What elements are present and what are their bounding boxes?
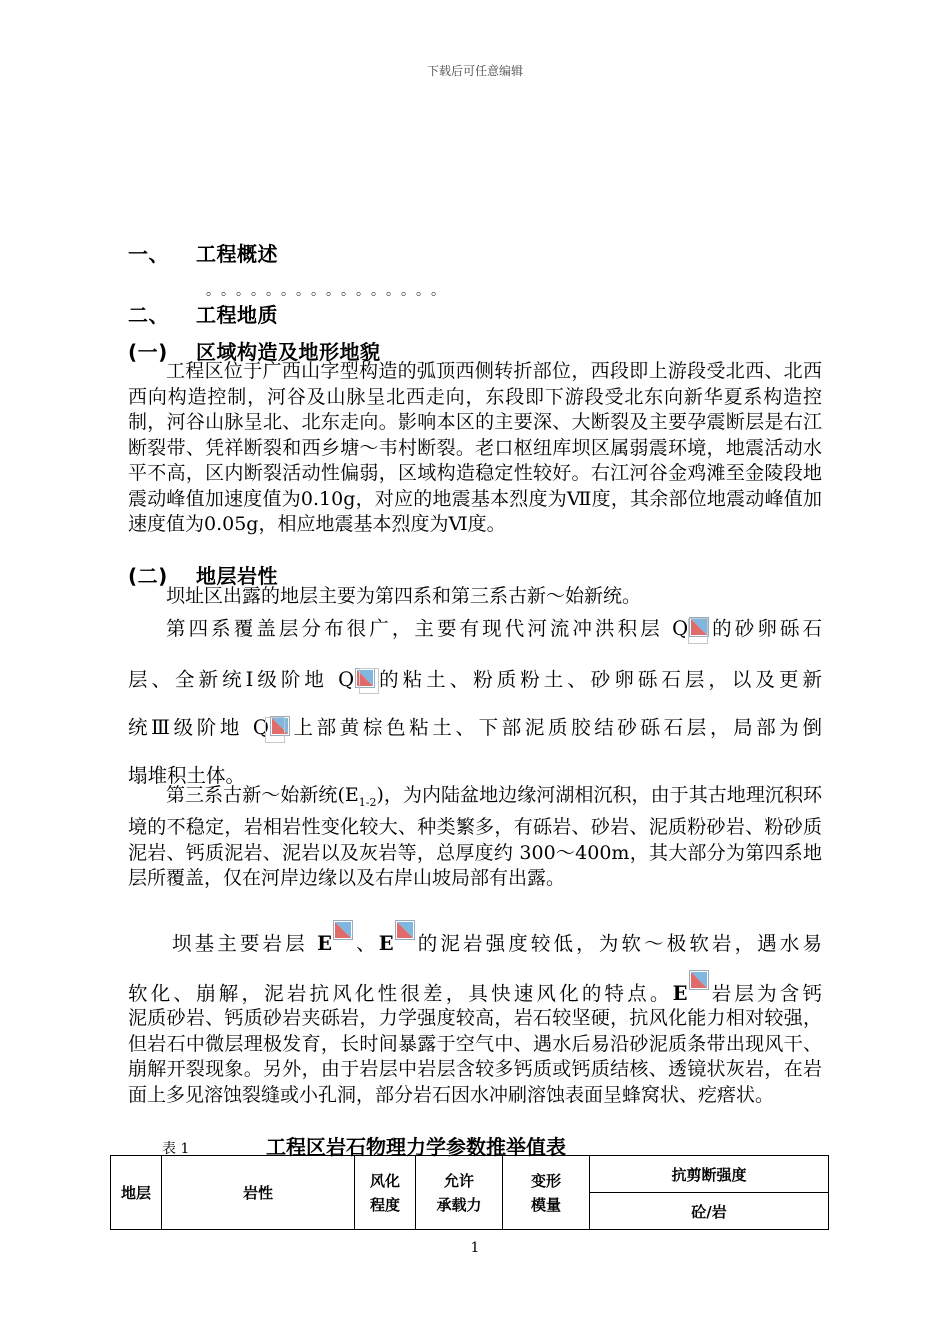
subsection-number: (一)	[128, 340, 168, 364]
text-run: 岩层为含钙	[708, 982, 822, 1005]
formula-image-frame	[688, 618, 708, 644]
header-deformation-modulus	[503, 1156, 590, 1230]
paragraph-foundation-rest: 泥质砂岩、钙质砂岩夹砾岩，力学强度较高，岩石较坚硬，抗风化能力相对较强，但岩石中微层理极发育，长时间暴露于空气中、遇水后易沿砂泥质条带出现风干、崩解开裂现象。另外，由于岩层中岩层含较多钙质或钙质结核、透镜状灰岩，在岩面上多见溶蚀裂缝或小孔洞，部分岩石因水冲刷溶蚀表面呈蜂窝状、疙瘩状。	[128, 1007, 822, 1106]
text-run: )，为内陆盆地边缘河湖相沉积，由于其古地理沉积环境的不稳定，岩相岩性变化较大、种类繁多，有砾岩、砂岩、泥质粉砂岩、粉砂质泥岩、钙质泥岩、泥岩以及灰岩等，总厚度约 300～400m，其大部分为第四系地层所覆盖，仅在河岸边缘以及右岸山坡局部有出露。	[128, 784, 822, 890]
text-run: 第三系古新～始新统(E	[166, 784, 359, 806]
text-run: 、	[353, 932, 379, 955]
header-shear-strength: 抗剪断强度	[590, 1156, 829, 1193]
header-concrete-rock: 砼/岩	[590, 1193, 829, 1230]
formula-image-frame	[359, 668, 379, 694]
text-run: 第四系覆盖层分布很广，主要有现代河流冲洪积层 Q	[166, 617, 689, 640]
subscript: 1-2	[358, 795, 377, 809]
paragraph-regional-structure: 工程区位于广西山字型构造的弧顶西侧转折部位，西段即上游段受北西、北西西向构造控制，河谷及山脉呈北西走向，东段即下游段受北东向新华夏系构造控制，河谷山脉呈北、北东走向。影响本区的主要深、大断裂及主要孕震断层是右江断裂带、凭祥断裂和西乡塘～韦村断裂。老口枢纽库坝区属弱震环境，地震活动水平不高，区内断裂活动性偏弱，区域构造稳定性较好。右江河谷金鸡滩至金陵段地震动峰值加速度值为0.10g，对应的地震基本烈度为Ⅶ度，其余部位地震动峰值加速度值为0.05g，相应地震基本烈度为Ⅵ度。	[128, 360, 822, 535]
quaternary-line-3	[128, 712, 822, 740]
table-label: 表 1	[162, 1141, 190, 1157]
header-weathering	[355, 1156, 416, 1230]
header-line: 模量	[530, 1195, 561, 1214]
formula-image-frame	[265, 717, 285, 743]
subsection-number: (二)	[128, 564, 168, 588]
page-header: 下载后可任意编辑	[426, 64, 523, 78]
header-lithology: 岩性	[162, 1156, 355, 1230]
text-run: 统Ⅲ级阶地 Q	[128, 716, 269, 739]
symbol-e: E	[378, 932, 394, 955]
text-run: 坝基主要岩层	[172, 932, 318, 955]
rock-parameters-table	[110, 1155, 829, 1230]
header-line: 承载力	[436, 1195, 482, 1214]
section-title: 工程地质	[196, 303, 278, 327]
header-bearing-capacity	[416, 1156, 503, 1230]
text-run: 塌堆积土体。	[128, 764, 246, 787]
section-title: 工程概述	[196, 242, 278, 266]
text-run: 层、全新统Ⅰ级阶地 Q	[128, 668, 355, 691]
section-number: 一、	[128, 242, 169, 266]
header-line: 允许	[443, 1171, 474, 1190]
broken-image-icon	[333, 920, 353, 940]
text-run: 的粘土、粉质粉土、砂卵砾石层，以及更新	[375, 668, 822, 691]
header-line: 程度	[369, 1195, 400, 1214]
table-title: 工程区岩石物理力学参数推举值表	[266, 1135, 566, 1159]
placeholder-dots: 。。。。。。。。。。。。。。。。	[206, 283, 453, 299]
paragraph-tertiary	[128, 783, 822, 892]
foundation-line-1	[172, 920, 822, 956]
quaternary-line-1	[166, 613, 822, 641]
subsection-title: 地层岩性	[196, 564, 278, 588]
page-number: 1	[470, 1240, 480, 1256]
foundation-line-2	[128, 970, 822, 1006]
header-stratum: 地层	[111, 1156, 162, 1230]
symbol-e: E	[672, 982, 688, 1005]
paragraph-strata-intro: 坝址区出露的地层主要为第四系和第三系古新～始新统。	[166, 585, 642, 607]
symbol-e: E	[317, 932, 332, 955]
broken-image-icon	[689, 970, 709, 990]
section-number: 二、	[128, 303, 169, 327]
text-run: 的砂卵砾石	[709, 617, 822, 640]
subsection-title: 区域构造及地形地貌	[196, 340, 381, 364]
header-line: 风化	[369, 1171, 400, 1190]
text-run: 软化、崩解，泥岩抗风化性很差，具快速风化的特点。	[128, 982, 673, 1005]
text-run: 的泥岩强度较低，为软～极软岩，遇水易	[414, 932, 822, 955]
quaternary-line-2	[128, 664, 822, 692]
header-line: 变形	[530, 1171, 561, 1190]
text-run: 上部黄棕色粘土、下部泥质胶结砂砾石层，局部为倒	[289, 716, 822, 739]
broken-image-icon	[395, 920, 415, 940]
